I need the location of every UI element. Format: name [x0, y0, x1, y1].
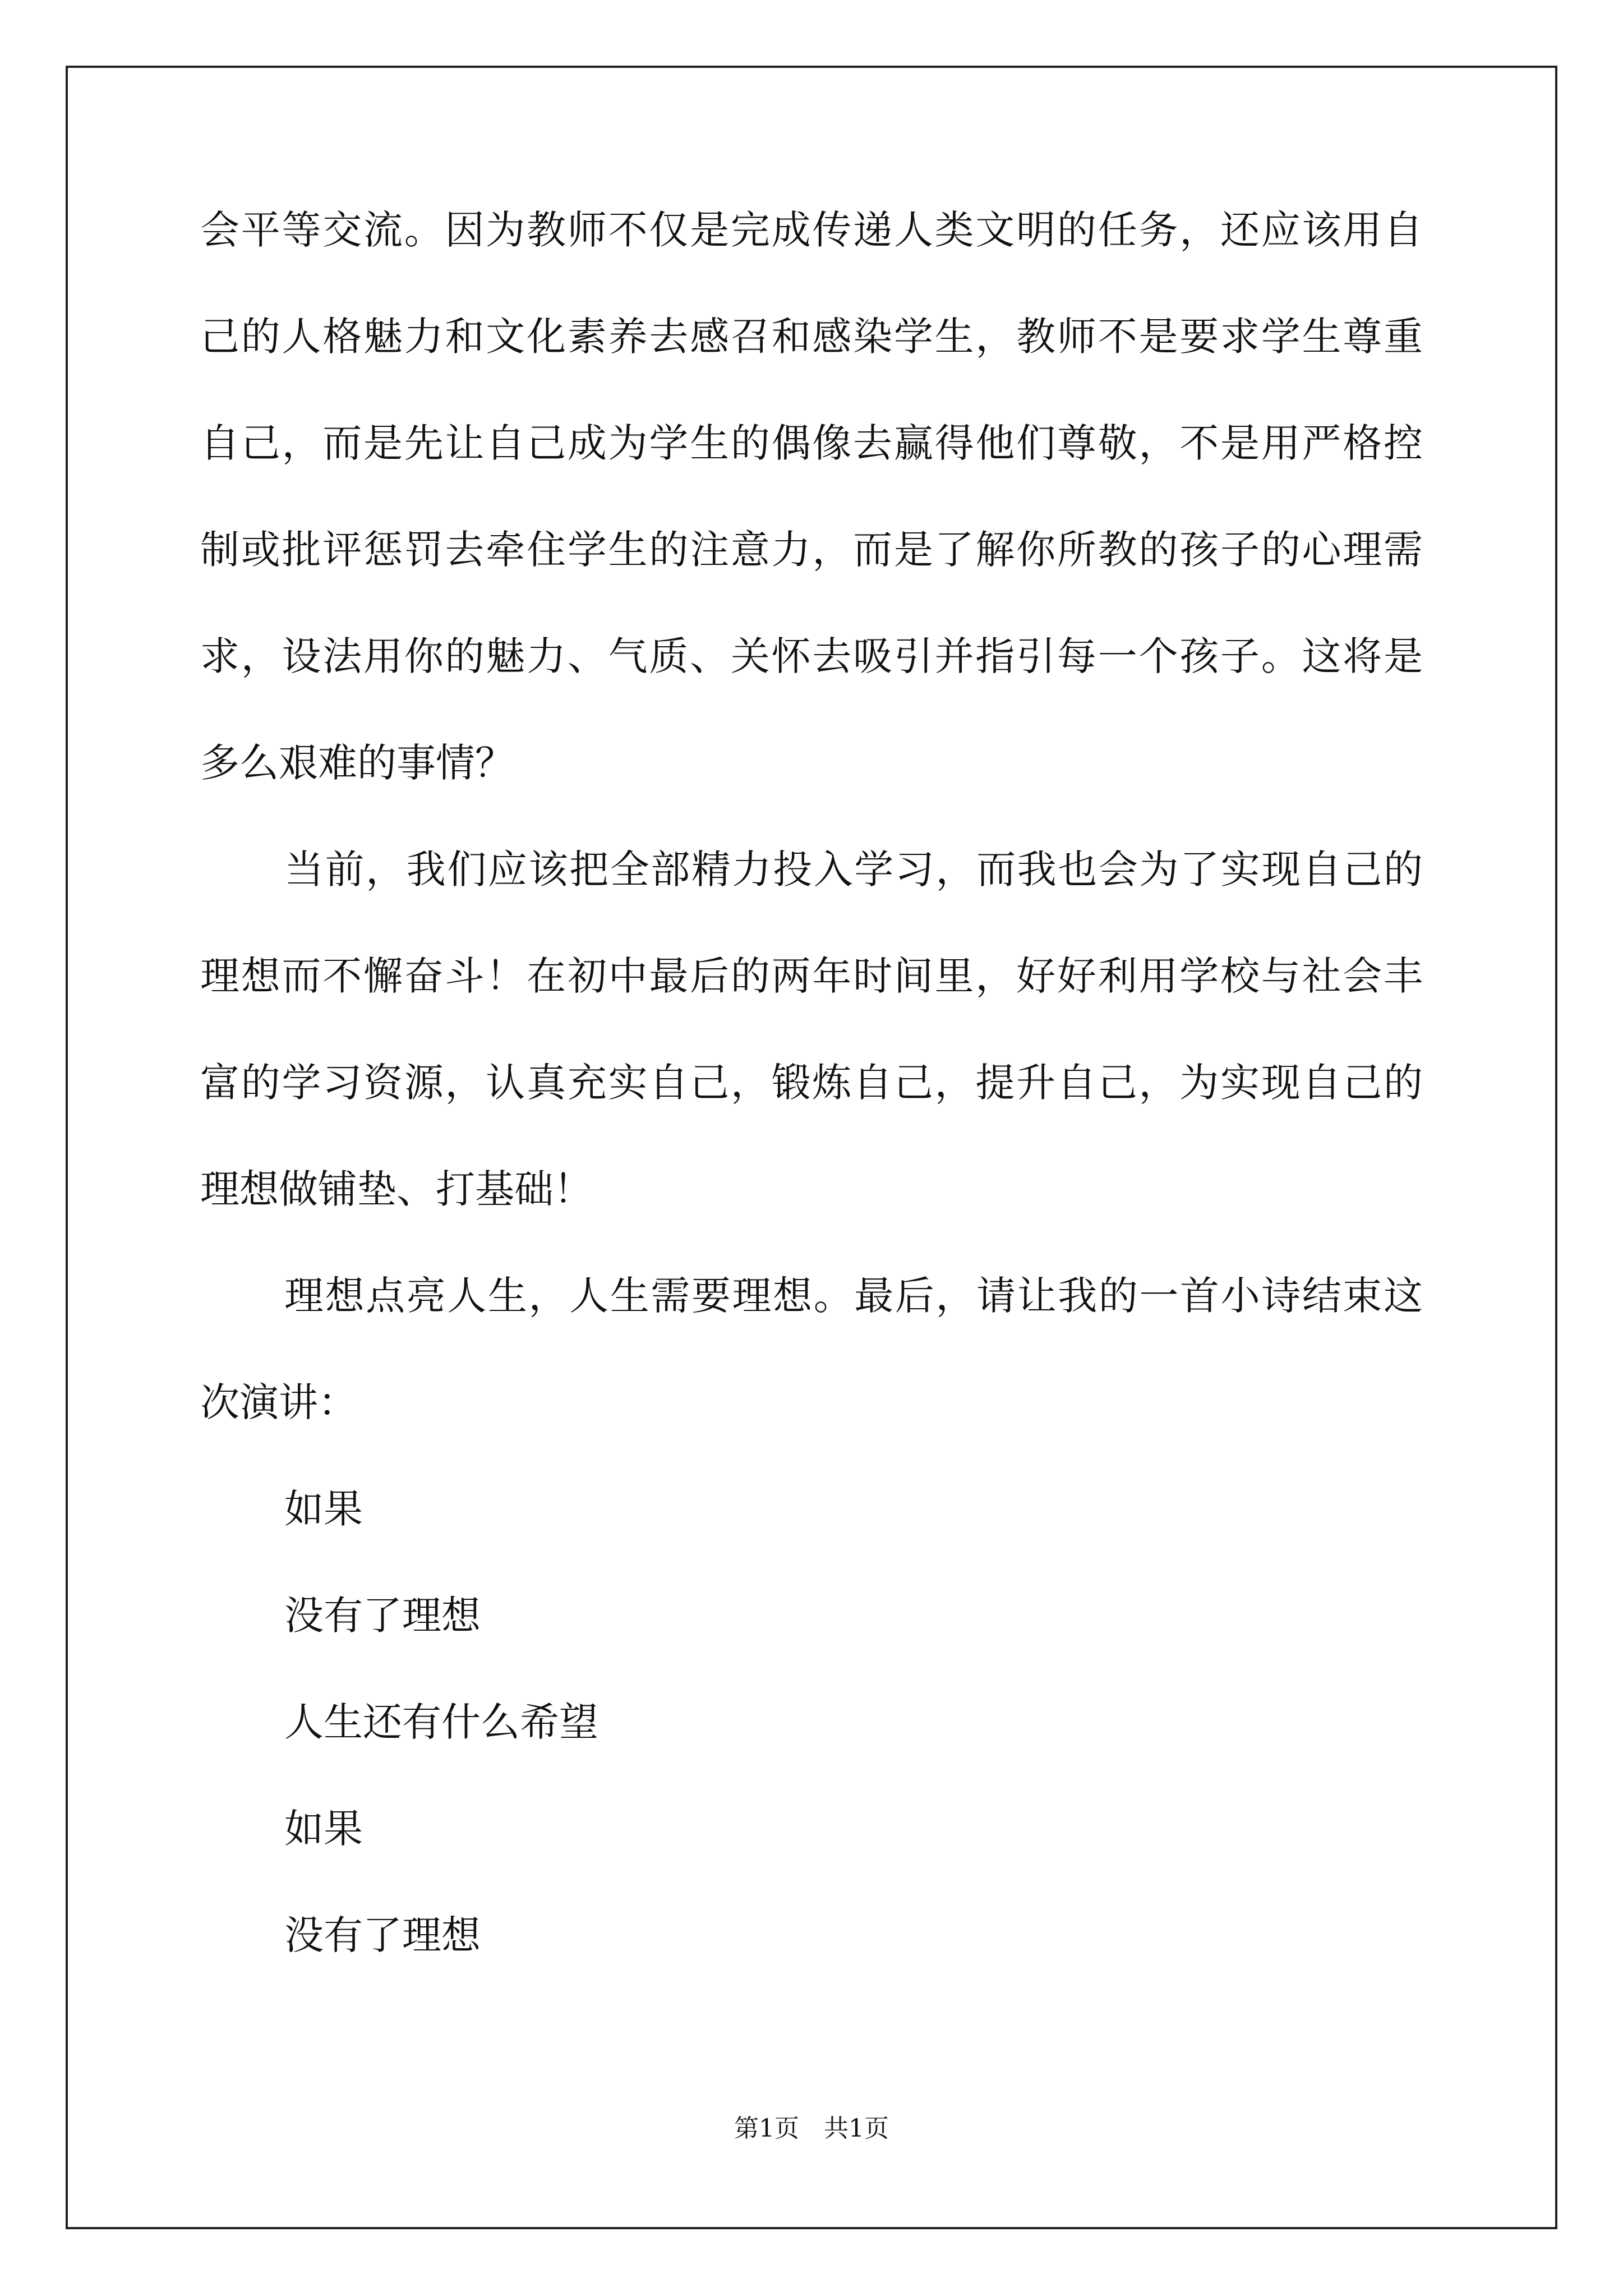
paragraph-2-line-4: 理想做铺垫、打基础！ — [200, 1166, 593, 1212]
poem-line-1: 如果 — [284, 1486, 363, 1532]
paragraph-1-line-1: 会平等交流。因为教师不仅是完成传递人类文明的任务，还应该用自 — [200, 207, 1423, 253]
page-footer: 第1页 共1页 — [734, 2114, 889, 2143]
poem-line-2: 没有了理想 — [284, 1593, 481, 1639]
paragraph-2-line-2: 理想而不懈奋斗！在初中最后的两年时间里，好好利用学校与社会丰 — [200, 953, 1423, 999]
poem-line-3: 人生还有什么希望 — [284, 1699, 598, 1745]
paragraph-2-line-3: 富的学习资源，认真充实自己，锻炼自己，提升自己，为实现自己的 — [200, 1060, 1423, 1106]
paragraph-1-line-2: 己的人格魅力和文化素养去感召和感染学生，教师不是要求学生尊重 — [200, 314, 1423, 360]
paragraph-1-line-5: 求，设法用你的魅力、气质、关怀去吸引并指引每一个孩子。这将是 — [200, 633, 1423, 679]
paragraph-1-line-6: 多么艰难的事情？ — [200, 740, 514, 786]
paragraph-3-line-1: 理想点亮人生，人生需要理想。最后，请让我的一首小诗结束这 — [284, 1273, 1423, 1319]
paragraph-2-line-1: 当前，我们应该把全部精力投入学习，而我也会为了实现自己的 — [284, 846, 1423, 892]
poem-line-4: 如果 — [284, 1806, 363, 1852]
poem-line-5: 没有了理想 — [284, 1912, 481, 1958]
paragraph-1-line-3: 自己，而是先让自己成为学生的偶像去赢得他们尊敬，不是用严格控 — [200, 420, 1423, 466]
paragraph-1-line-4: 制或批评惩罚去牵住学生的注意力，而是了解你所教的孩子的心理需 — [200, 527, 1423, 573]
page-border — [66, 66, 1557, 2229]
paragraph-3-line-2: 次演讲： — [200, 1379, 357, 1425]
